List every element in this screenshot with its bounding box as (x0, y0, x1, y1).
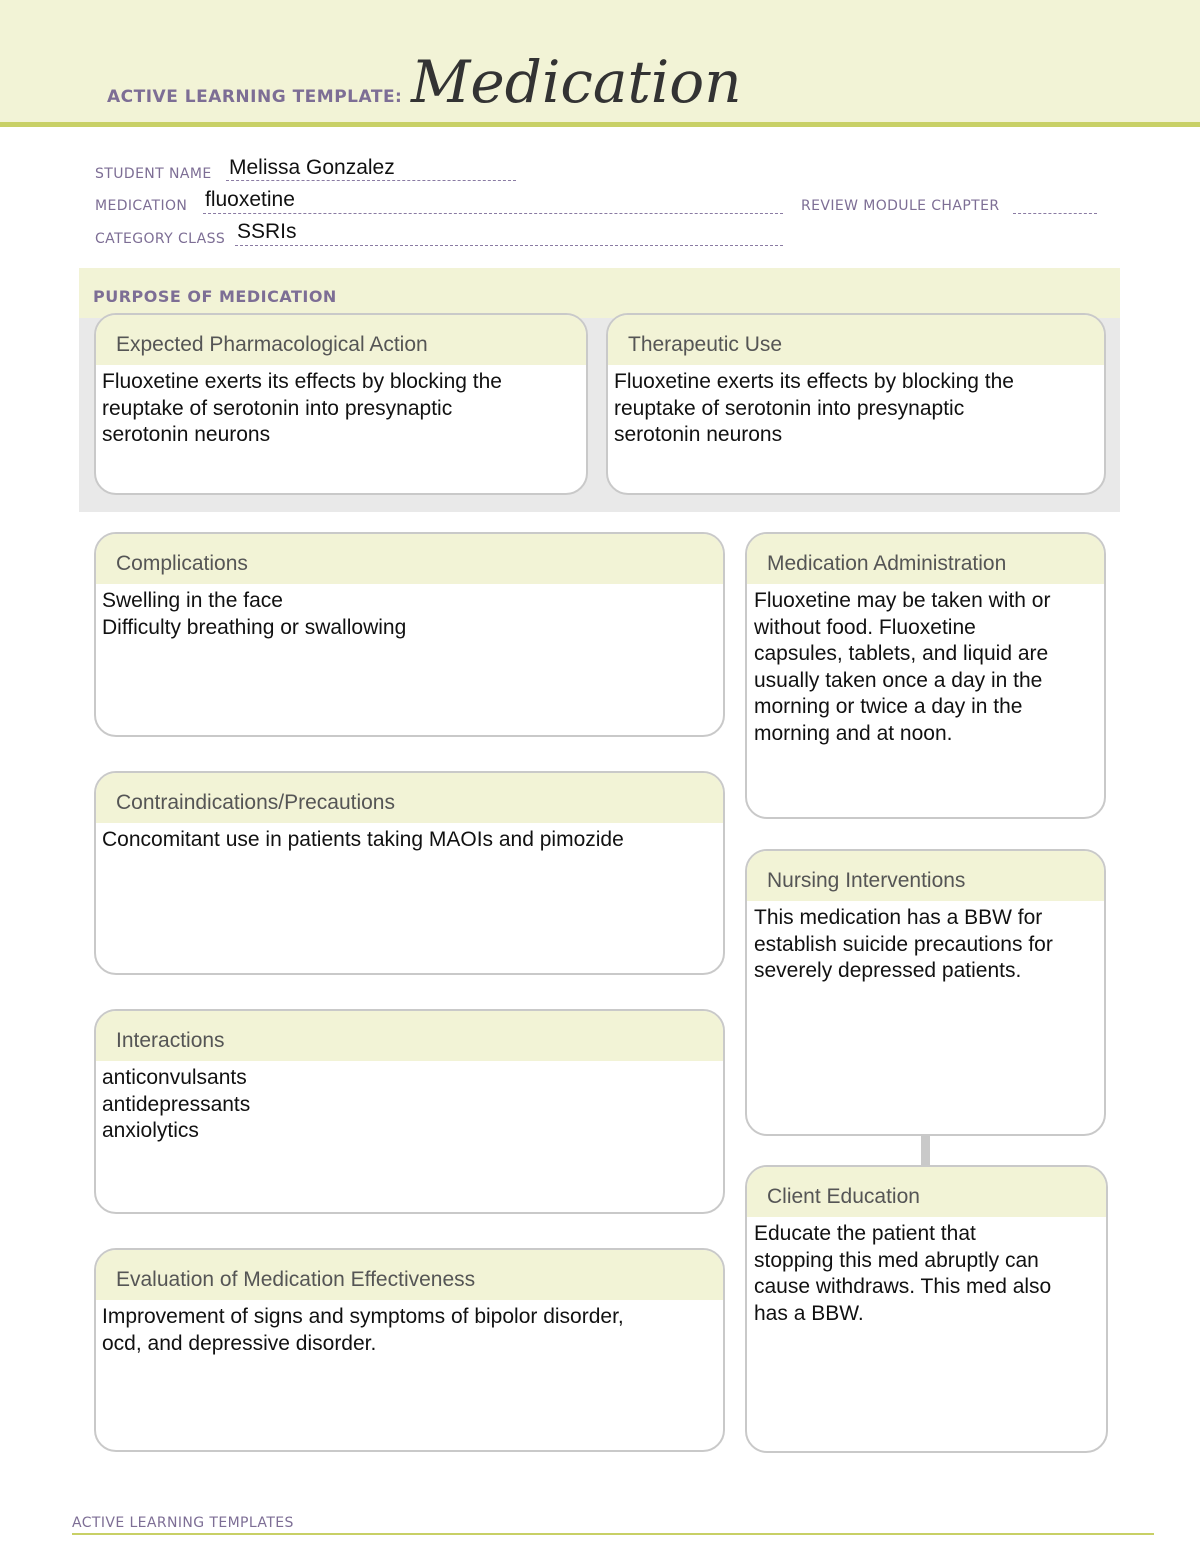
administration-box (745, 532, 1106, 819)
expected-action-box (94, 313, 588, 495)
student-name-underline (226, 180, 516, 181)
nursing-text[interactable]: This medication has a BBW for establish suicide precautions for severely depressed patients. (754, 906, 1053, 982)
footer-label: ACTIVE LEARNING TEMPLATES (72, 1515, 294, 1531)
evaluation-text[interactable]: Improvement of signs and symptoms of bipolor disorder, ocd, and depressive disorder. (102, 1305, 624, 1355)
student-name-label: STUDENT NAME (95, 166, 212, 182)
student-name-field[interactable]: Melissa Gonzalez (229, 156, 395, 179)
template-label: ACTIVE LEARNING TEMPLATE: (107, 87, 403, 107)
client-education-text[interactable]: Educate the patient that stopping this med abruptly can cause withdraws. This med also has a BBW. (754, 1222, 1052, 1325)
evaluation-box (94, 1248, 725, 1452)
expected-action-title: Expected Pharmacological Action (96, 315, 586, 365)
evaluation-title: Evaluation of Medication Effectiveness (96, 1250, 723, 1300)
medication-underline (203, 213, 783, 214)
interactions-box (94, 1009, 725, 1214)
category-class-underline (235, 245, 783, 246)
nursing-title: Nursing Interventions (747, 851, 1104, 901)
page-title: Medication (411, 48, 742, 116)
review-module-label: REVIEW MODULE CHAPTER (801, 198, 1000, 214)
client-education-title: Client Education (747, 1167, 1106, 1217)
expected-action-text[interactable]: Fluoxetine exerts its effects by blocking the reuptake of serotonin into presynaptic serotonin neurons (102, 370, 502, 446)
contraindications-text[interactable]: Concomitant use in patients taking MAOIs and pimozide (102, 828, 624, 851)
purpose-title: PURPOSE OF MEDICATION (93, 287, 337, 306)
therapeutic-use-text[interactable]: Fluoxetine exerts its effects by blocking the reuptake of serotonin into presynaptic serotonin neurons (614, 370, 1014, 446)
footer-divider (72, 1533, 1154, 1535)
medication-field[interactable]: fluoxetine (205, 188, 295, 211)
category-class-label: CATEGORY CLASS (95, 231, 226, 247)
client-education-box (745, 1165, 1108, 1453)
administration-title: Medication Administration (747, 534, 1104, 584)
nursing-box (745, 849, 1106, 1136)
therapeutic-use-box (606, 313, 1106, 495)
review-module-field[interactable] (1013, 213, 1097, 214)
complications-box (94, 532, 725, 737)
interactions-text[interactable]: anticonvulsants antidepressants anxiolytics (102, 1066, 251, 1142)
therapeutic-use-title: Therapeutic Use (608, 315, 1104, 365)
box-connector (921, 1135, 930, 1167)
interactions-title: Interactions (96, 1011, 723, 1061)
contraindications-title: Contraindications/Precautions (96, 773, 723, 823)
header-divider (0, 122, 1200, 127)
medication-label: MEDICATION (95, 198, 188, 214)
complications-text[interactable]: Swelling in the face Difficulty breathing or swallowing (102, 589, 407, 639)
category-class-field[interactable]: SSRIs (237, 220, 297, 243)
contraindications-box (94, 771, 725, 975)
complications-title: Complications (96, 534, 723, 584)
administration-text[interactable]: Fluoxetine may be taken with or without food. Fluoxetine capsules, tablets, and liquid are usually taken once a day in the morning or twice a day in the morning and at noon. (754, 589, 1051, 745)
